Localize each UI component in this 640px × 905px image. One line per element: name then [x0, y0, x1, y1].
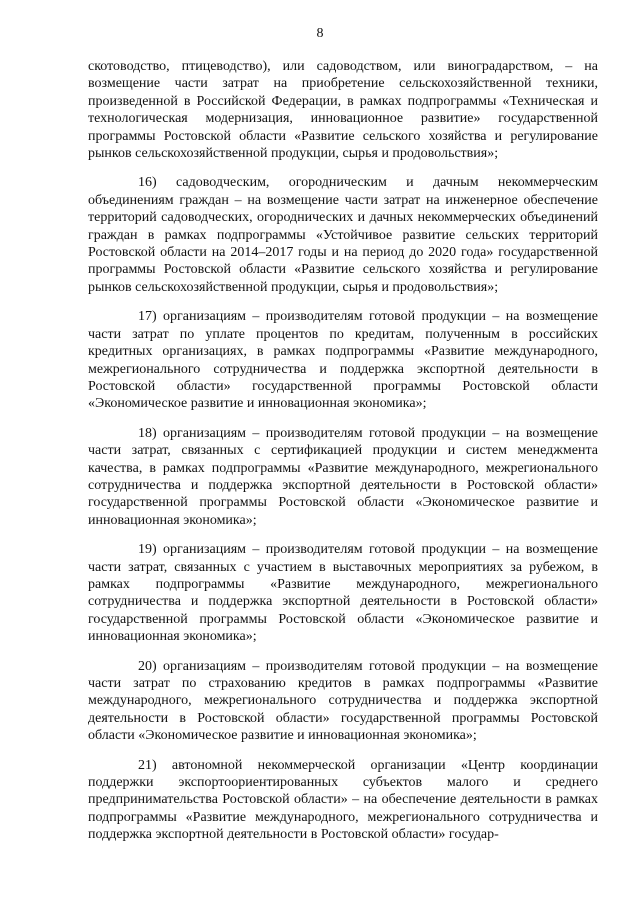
paragraph-item-17: 17) организациям – производителям готовой продукции – на возмещение части затрат по уплате процентов по кредитам, полученным в российских кредитных организациях, в рамках подпрограммы «Развитие международного, межрегионального сотрудничества и поддержка экспортной деятельности в Ростовской области» государственной программы Ростовской области «Экономическое развитие и инновационная экономика»; [88, 309, 598, 412]
page-number: 8 [316, 26, 324, 41]
paragraph-item-19: 19) организациям – производителям готовой продукции – на возмещение части затрат, связанных с участием в выставочных мероприятиях за рубежом, в рамках подпрограммы «Развитие международного, межрегионального сотрудничества и поддержка экспортной деятельности в Ростовской области» государственной программы Ростовской области «Экономическое развитие и инновационная экономика»; [88, 542, 598, 645]
paragraph-item-16: 16) садоводческим, огородническим и дачным некоммерческим объединениям граждан – на возмещение части затрат на инженерное обеспечение территорий садоводческих, огороднических и дачных некоммерческих объединений граждан в рамках подпрограммы «Устойчивое развитие сельских территорий Ростовской области на 2014–2017 годы и на период до 2020 года» государственной программы Ростовской области «Развитие сельского хозяйства и регулирование рынков сельскохозяйственной продукции, сырья и продовольствия»; [88, 175, 598, 295]
paragraph-continuation: скотоводство, птицеводство), или садоводством, или виноградарством, – на возмещение части затрат на приобретение сельскохозяйственной техники, произведенной в Российской Федерации, в рамках подпрограммы «Техническая и технологическая модернизация, инновационное развитие» государственной программы Ростовской области «Развитие сельского хозяйства и регулирование рынков сельскохозяйственной продукции, сырья и продовольствия»; [88, 59, 598, 162]
paragraph-item-20: 20) организациям – производителям готовой продукции – на возмещение части затрат по страхованию кредитов в рамках подпрограммы «Развитие международного, межрегионального сотрудничества и поддержка экспортной деятельности в Ростовской области» государственной программы Ростовской области «Экономическое развитие и инновационная экономика»; [88, 658, 598, 744]
paragraph-item-21: 21) автономной некоммерческой организации «Центр координации поддержки экспортоориентированных субъектов малого и среднего предпринимательства Ростовской области» – на обеспечение деятельности в рамках подпрограммы «Развитие международного, межрегионального сотрудничества и поддержка экспортной деятельности в Ростовской области» государ- [88, 757, 598, 843]
paragraph-item-18: 18) организациям – производителям готовой продукции – на возмещение части затрат, связанных с сертификацией продукции и систем менеджмента качества, в рамках подпрограммы «Развитие международного, межрегионального сотрудничества и поддержка экспортной деятельности в Ростовской области» государственной программы Ростовской области «Экономическое развитие и инновационная экономика»; [88, 425, 598, 528]
document-body [88, 58, 598, 856]
